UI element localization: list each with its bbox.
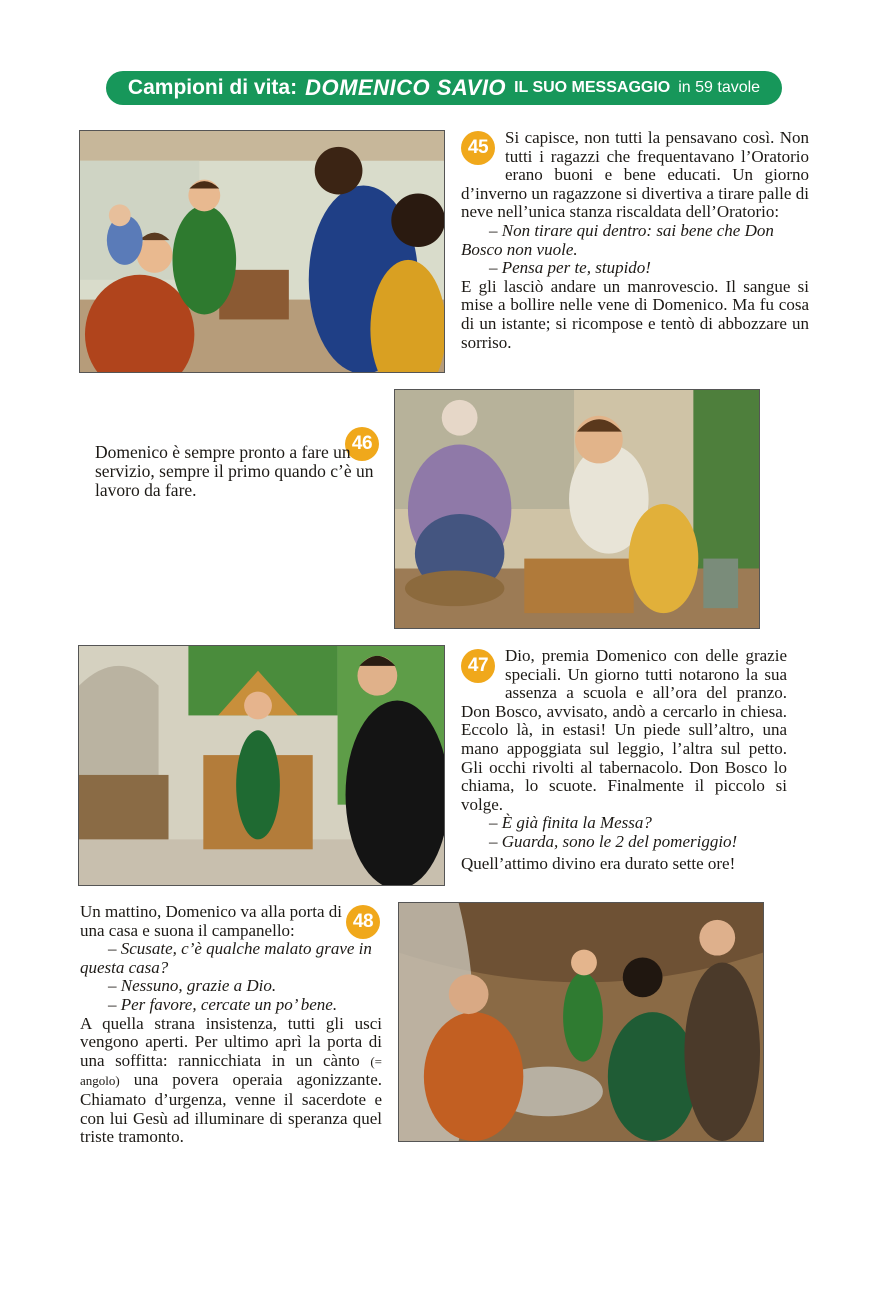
paragraph	[80, 1015, 382, 1147]
header-subtitle: IL SUO MESSAGGIO	[514, 79, 671, 96]
paragraph-text: A quella strana insistenza, tutti gli usci vengono aperti. Per ultimo aprì la porta di una soffitta: rannicchiata in un cànto	[80, 1013, 382, 1070]
illustration-48	[398, 902, 764, 1142]
paragraph: Quell’attimo divino era durato sette ore!	[461, 853, 736, 873]
panel-number-badge: 47	[461, 649, 495, 683]
series-title: Campioni di vita:	[127, 76, 298, 99]
paragraph: Si capisce, non tutti la pensavano così. Non tutti i ragazzi che frequentavano l’Oratorio erano buoni e bene educati. Un giorno d’inverno un ragazzone si divertiva a tirare palle di neve nell’unica stanza riscaldata dell’Oratorio:	[461, 128, 809, 222]
plate-count: in 59 tavole	[678, 79, 761, 96]
dialogue-line: – Guarda, sono le 2 del pomeriggio!	[489, 831, 738, 851]
panel-number-badge: 45	[461, 131, 495, 165]
paragraph: E gli lasciò andare un manrovescio. Il sangue si mise a bollire nelle vene di Domenico. Ma fu cosa di un istante; si ricompose e tentò di abbozzare un sorriso.	[461, 276, 809, 352]
dialogue-line: – Non tirare qui dentro: sai bene che Don Bosco non vuole.	[461, 220, 774, 259]
subject-name: DOMENICO SAVIO	[305, 75, 507, 100]
paragraph-text: una povera operaia agonizzante. Chiamato d’urgenza, venne il sacerdote e con lui Gesù ad illuminare di speranza quel triste tramonto.	[80, 1070, 382, 1147]
text-block-48	[80, 903, 382, 1147]
paragraph: Dio, premia Domenico con delle grazie speciali. Un giorno tutti notarono la sua assenza a scuola e all’ora del pranzo. Don Bosco, avvisato, andò a cercarlo in chiesa. Eccolo là, in estasi! Un piede sull’altro, una mano appoggiata sul leggio, l’altra sul petto. Gli occhi rivolti al tabernacolo. Don Bosco lo chiama, lo scuote. Finalmente il piccolo si volge.	[461, 646, 787, 814]
paragraph: Domenico è sempre pronto a fare un servizio, sempre il primo quando c’è un lavoro da fare.	[95, 442, 374, 500]
gloss-note: (= angolo)	[80, 1053, 383, 1089]
text-block-45	[461, 129, 809, 352]
dialogue-line: – Pensa per te, stupido!	[489, 258, 651, 278]
dialogue-line: – Nessuno, grazie a Dio.	[108, 976, 277, 996]
text-block-47	[461, 647, 787, 873]
illustration-46	[394, 389, 760, 629]
panel-number-badge: 46	[345, 427, 379, 461]
text-block-46	[95, 443, 385, 500]
paragraph: Un mattino, Domenico va alla porta di una casa e suona il campanello:	[80, 902, 343, 940]
illustration-47	[78, 645, 445, 886]
dialogue-line: – Per favore, cercate un po’ bene.	[108, 994, 338, 1014]
page-header	[106, 71, 782, 105]
panel-number-badge: 48	[346, 905, 380, 939]
dialogue-line: – È già finita la Messa?	[489, 813, 652, 833]
illustration-45	[79, 130, 445, 373]
dialogue-line: – Scusate, c’è qualche malato grave in questa casa?	[80, 939, 372, 977]
